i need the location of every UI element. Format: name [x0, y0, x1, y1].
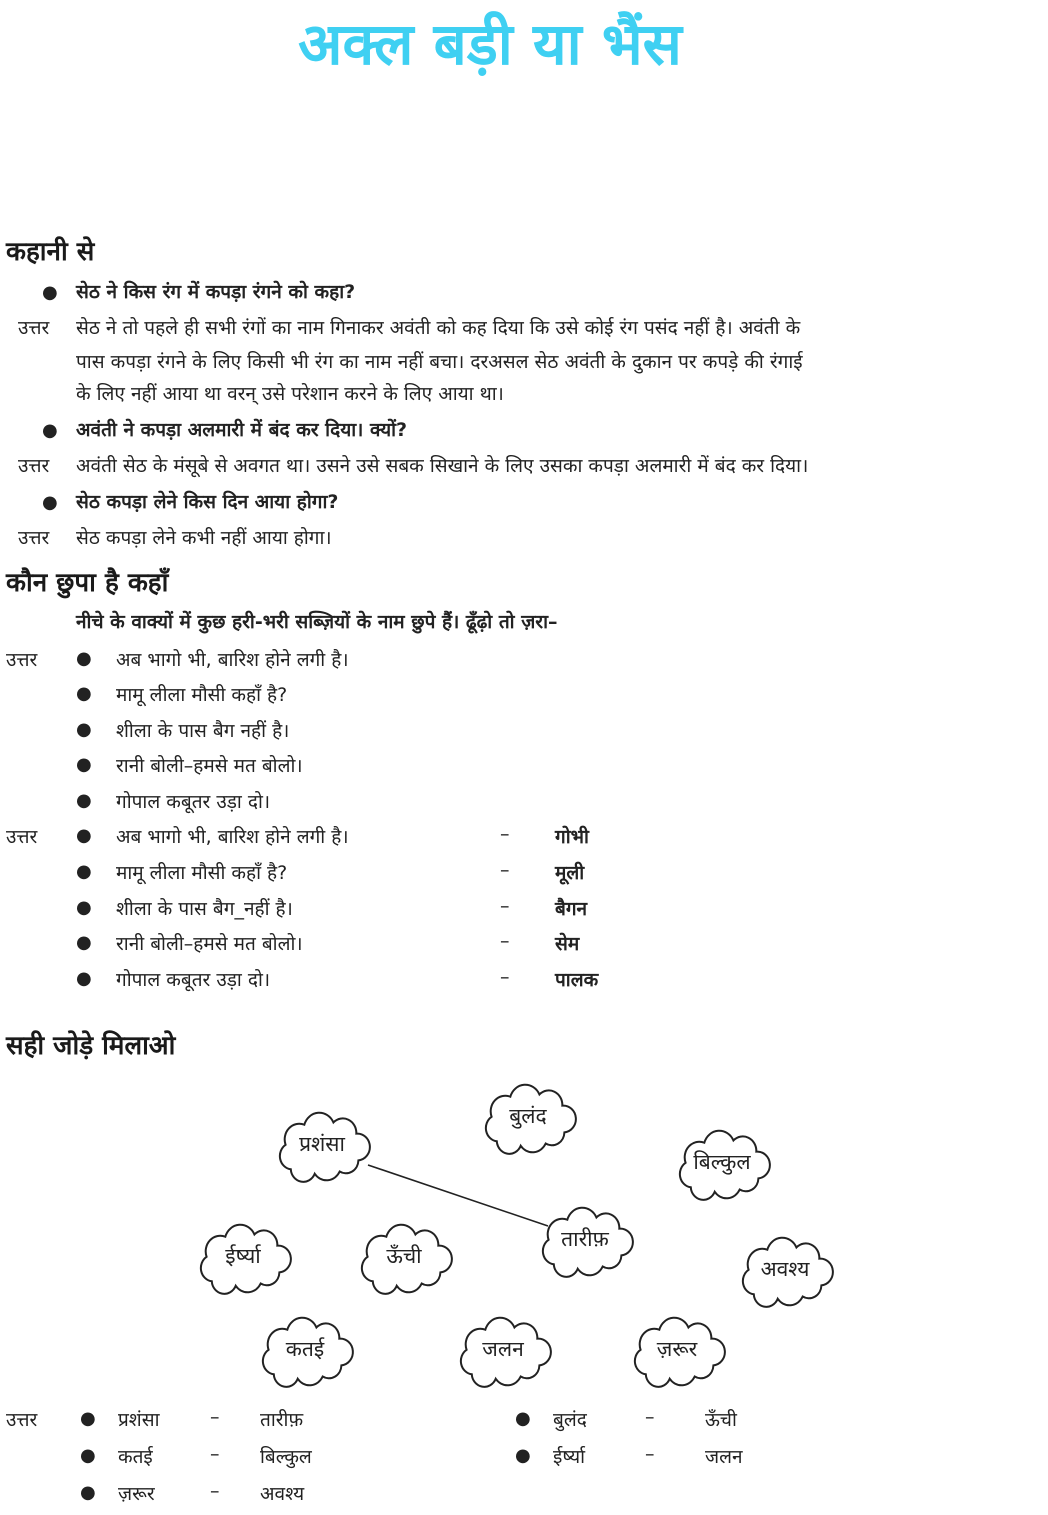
word-cloud[interactable]: [670, 1126, 774, 1204]
pair-match: अवश्य: [260, 1483, 305, 1505]
answer-1-line-2: पास कपड़ा रंगने के लिए किसी भी रंग का नाम नहीं बचा। दरअसल सेठ अवंती के दुकान पर कपड़े की रंगाई: [76, 351, 803, 373]
dash: –: [500, 930, 510, 952]
pair-match: तारीफ़: [260, 1409, 304, 1431]
section-heading-story: कहानी से: [6, 237, 95, 267]
answer-label: उत्तर: [18, 317, 50, 339]
pair-word: बुलंद: [553, 1409, 587, 1431]
word-cloud[interactable]: [476, 1080, 580, 1158]
word-cloud[interactable]: [352, 1220, 456, 1298]
word-cloud[interactable]: [533, 1203, 637, 1281]
vegetable-answer: सेम: [555, 933, 580, 955]
dash: –: [210, 1406, 220, 1428]
answer-sentence: अब भागो भी, बारिश होने लगी है।: [116, 826, 349, 848]
bullet-icon: ●: [76, 790, 92, 811]
answer-label: उत्तर: [6, 649, 38, 671]
bullet-icon: ●: [76, 897, 92, 918]
bullet-icon: ●: [76, 968, 92, 989]
bullet-icon: ●: [76, 648, 92, 669]
bullet-icon: ●: [42, 492, 58, 513]
dash: –: [645, 1406, 655, 1428]
word-cloud[interactable]: [451, 1313, 555, 1391]
cloud-word: अवश्य: [760, 1257, 810, 1281]
dash: –: [500, 859, 510, 881]
dash: –: [645, 1443, 655, 1465]
bullet-icon: ●: [80, 1482, 96, 1503]
answer-sentence: मामू लीला मौसी कहाँ है?: [116, 862, 288, 884]
cloud-word: ऊँची: [386, 1244, 422, 1268]
bullet-icon: ●: [80, 1445, 96, 1466]
bullet-icon: ●: [42, 282, 58, 303]
vegetable-answer: मूली: [555, 862, 585, 884]
answer-sentence: शीला के पास बैग_नहीं है।: [116, 898, 293, 920]
pair-word: ज़रूर: [118, 1483, 155, 1505]
bullet-icon: ●: [76, 861, 92, 882]
sentence: मामू लीला मौसी कहाँ है?: [116, 684, 288, 706]
cloud-word: प्रशंसा: [299, 1132, 345, 1156]
dash: –: [500, 966, 510, 988]
dash: –: [500, 823, 510, 845]
bullet-icon: ●: [76, 683, 92, 704]
answer-label: उत्तर: [6, 1409, 38, 1431]
pair-word: ईर्ष्या: [553, 1446, 586, 1468]
question-2: अवंती ने कपड़ा अलमारी में बंद कर दिया। क्यों?: [76, 419, 408, 441]
answer-1-line-1: सेठ ने तो पहले ही सभी रंगों का नाम गिनाकर अवंती को कह दिया कि उसे कोई रंग पसंद नहीं है। अवंती के: [76, 317, 801, 339]
page-title: अक्ल बड़ी या भैंस: [298, 10, 682, 78]
cloud-word: बिल्कुल: [693, 1150, 751, 1174]
bullet-icon: ●: [42, 420, 58, 441]
word-cloud[interactable]: [191, 1220, 295, 1298]
dash: –: [500, 895, 510, 917]
bullet-icon: ●: [515, 1408, 531, 1429]
question-3: सेठ कपड़ा लेने किस दिन आया होगा?: [76, 491, 339, 513]
pair-match: ऊँची: [705, 1409, 737, 1431]
pair-word: कतई: [118, 1446, 153, 1468]
sentence: अब भागो भी, बारिश होने लगी है।: [116, 649, 349, 671]
answer-label: उत्तर: [18, 527, 50, 549]
answer-1-line-3: के लिए नहीं आया था वरन् उसे परेशान करने के लिए आया था।: [76, 383, 504, 405]
question-1: सेठ ने किस रंग में कपड़ा रंगने को कहा?: [76, 281, 356, 303]
word-cloud[interactable]: [253, 1313, 357, 1391]
sentence: रानी बोली–हमसे मत बोलो।: [116, 755, 303, 777]
cloud-word: जलन: [482, 1337, 524, 1361]
answer-sentence: गोपाल कबूतर उड़ा दो।: [116, 969, 271, 991]
pair-match: बिल्कुल: [260, 1446, 312, 1468]
bullet-icon: ●: [76, 932, 92, 953]
pair-match: जलन: [705, 1446, 743, 1468]
vegetable-answer: पालक: [555, 969, 599, 991]
cloud-word: बुलंद: [509, 1104, 547, 1128]
dash: –: [210, 1443, 220, 1465]
cloud-word: ज़रूर: [656, 1337, 698, 1361]
bullet-icon: ●: [80, 1408, 96, 1429]
cloud-word: तारीफ़: [561, 1227, 609, 1251]
word-cloud[interactable]: [625, 1313, 729, 1391]
dash: –: [210, 1480, 220, 1502]
section-heading-hidden: कौन छुपा है कहाँ: [6, 568, 169, 598]
cloud-word: ईर्ष्या: [225, 1244, 261, 1268]
section-heading-match: सही जोड़े मिलाओ: [6, 1031, 176, 1061]
bullet-icon: ●: [515, 1445, 531, 1466]
word-cloud[interactable]: [733, 1233, 837, 1311]
pair-word: प्रशंसा: [118, 1409, 160, 1431]
answer-sentence: रानी बोली–हमसे मत बोलो।: [116, 933, 303, 955]
vegetable-answer: बैगन: [555, 898, 588, 920]
bullet-icon: ●: [76, 719, 92, 740]
sentence: शीला के पास बैग नहीं है।: [116, 720, 290, 742]
answer-2-line-1: अवंती सेठ के मंसूबे से अवगत था। उसने उसे सबक सिखाने के लिए उसका कपड़ा अलमारी में बंद कर दिया।: [76, 455, 809, 477]
sentence: गोपाल कबूतर उड़ा दो।: [116, 791, 271, 813]
word-cloud[interactable]: [270, 1108, 374, 1186]
vegetable-answer: गोभी: [555, 826, 589, 848]
answer-label: उत्तर: [6, 826, 38, 848]
bullet-icon: ●: [76, 754, 92, 775]
bullet-icon: ●: [76, 825, 92, 846]
cloud-word: कतई: [285, 1337, 325, 1361]
answer-3-line-1: सेठ कपड़ा लेने कभी नहीं आया होगा।: [76, 527, 332, 549]
answer-label: उत्तर: [18, 455, 50, 477]
instruction: नीचे के वाक्यों में कुछ हरी-भरी सब्ज़ियों के नाम छुपे हैं। ढूँढ़ो तो ज़रा–: [76, 611, 558, 633]
